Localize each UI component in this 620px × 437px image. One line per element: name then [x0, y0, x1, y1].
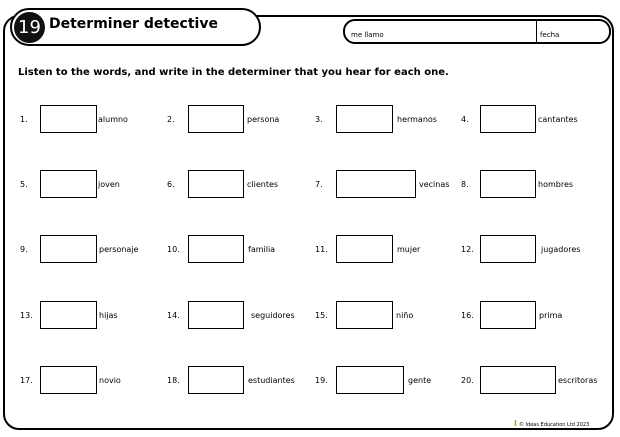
question-number: 11. — [315, 245, 328, 254]
question-number: 13. — [20, 311, 33, 320]
question-number: 14. — [167, 311, 180, 320]
question-number: 7. — [315, 180, 323, 189]
answer-box[interactable] — [480, 301, 536, 329]
answer-box[interactable] — [336, 170, 416, 198]
noun-word: niño — [396, 311, 414, 320]
answer-box[interactable] — [480, 105, 536, 133]
answer-box[interactable] — [40, 301, 97, 329]
noun-word: familia — [248, 245, 276, 254]
name-field-label[interactable]: me llamo — [351, 31, 384, 39]
question-number: 12. — [461, 245, 474, 254]
question-number: 8. — [461, 180, 469, 189]
noun-word: cantantes — [538, 115, 578, 124]
noun-word: seguidores — [251, 311, 295, 320]
answer-box[interactable] — [188, 366, 244, 394]
date-field-label[interactable]: fecha — [540, 31, 560, 39]
noun-word: jugadores — [541, 245, 581, 254]
worksheet-number-badge: 19 — [14, 12, 45, 43]
noun-word: alumno — [98, 115, 128, 124]
noun-word: joven — [98, 180, 120, 189]
question-number: 19. — [315, 376, 328, 385]
question-number: 16. — [461, 311, 474, 320]
question-number: 6. — [167, 180, 175, 189]
noun-word: clientes — [247, 180, 279, 189]
question-number: 3. — [315, 115, 323, 124]
question-number: 17. — [20, 376, 33, 385]
copyright-footer — [514, 419, 589, 428]
noun-word: vecinas — [419, 180, 450, 189]
question-number: 10. — [167, 245, 180, 254]
noun-word: gente — [408, 376, 432, 385]
answer-box[interactable] — [480, 366, 556, 394]
answer-box[interactable] — [188, 170, 244, 198]
copyright-text: © Ideas Education Ltd 2023 — [518, 422, 590, 428]
answer-box[interactable] — [336, 301, 393, 329]
answer-box[interactable] — [40, 366, 97, 394]
answer-box[interactable] — [188, 105, 244, 133]
noun-word: persona — [247, 115, 280, 124]
noun-word: hijas — [99, 311, 118, 320]
noun-word: personaje — [99, 245, 139, 254]
answer-box[interactable] — [40, 235, 97, 263]
answer-box[interactable] — [188, 235, 244, 263]
noun-word: mujer — [397, 245, 421, 254]
question-number: 18. — [167, 376, 180, 385]
noun-word: estudiantes — [248, 376, 295, 385]
answer-box[interactable] — [40, 170, 97, 198]
answer-box[interactable] — [188, 301, 244, 329]
noun-word: novio — [99, 376, 121, 385]
noun-word: prima — [539, 311, 563, 320]
question-number: 1. — [20, 115, 28, 124]
ideas-logo-icon: I — [514, 419, 517, 428]
answer-box[interactable] — [336, 366, 404, 394]
answer-box[interactable] — [480, 170, 536, 198]
answer-box[interactable] — [336, 105, 393, 133]
noun-word: hombres — [538, 180, 574, 189]
answer-box[interactable] — [336, 235, 393, 263]
question-number: 20. — [461, 376, 474, 385]
question-number: 5. — [20, 180, 28, 189]
question-number: 9. — [20, 245, 28, 254]
question-number: 4. — [461, 115, 469, 124]
answer-box[interactable] — [40, 105, 97, 133]
noun-word: escritoras — [558, 376, 598, 385]
question-number: 2. — [167, 115, 175, 124]
question-number: 15. — [315, 311, 328, 320]
noun-word: hermanos — [397, 115, 437, 124]
instruction-text: Listen to the words, and write in the determiner that you hear for each one. — [18, 67, 449, 78]
answer-box[interactable] — [480, 235, 536, 263]
page-title: Determiner detective — [49, 16, 218, 32]
name-date-divider — [536, 20, 537, 44]
